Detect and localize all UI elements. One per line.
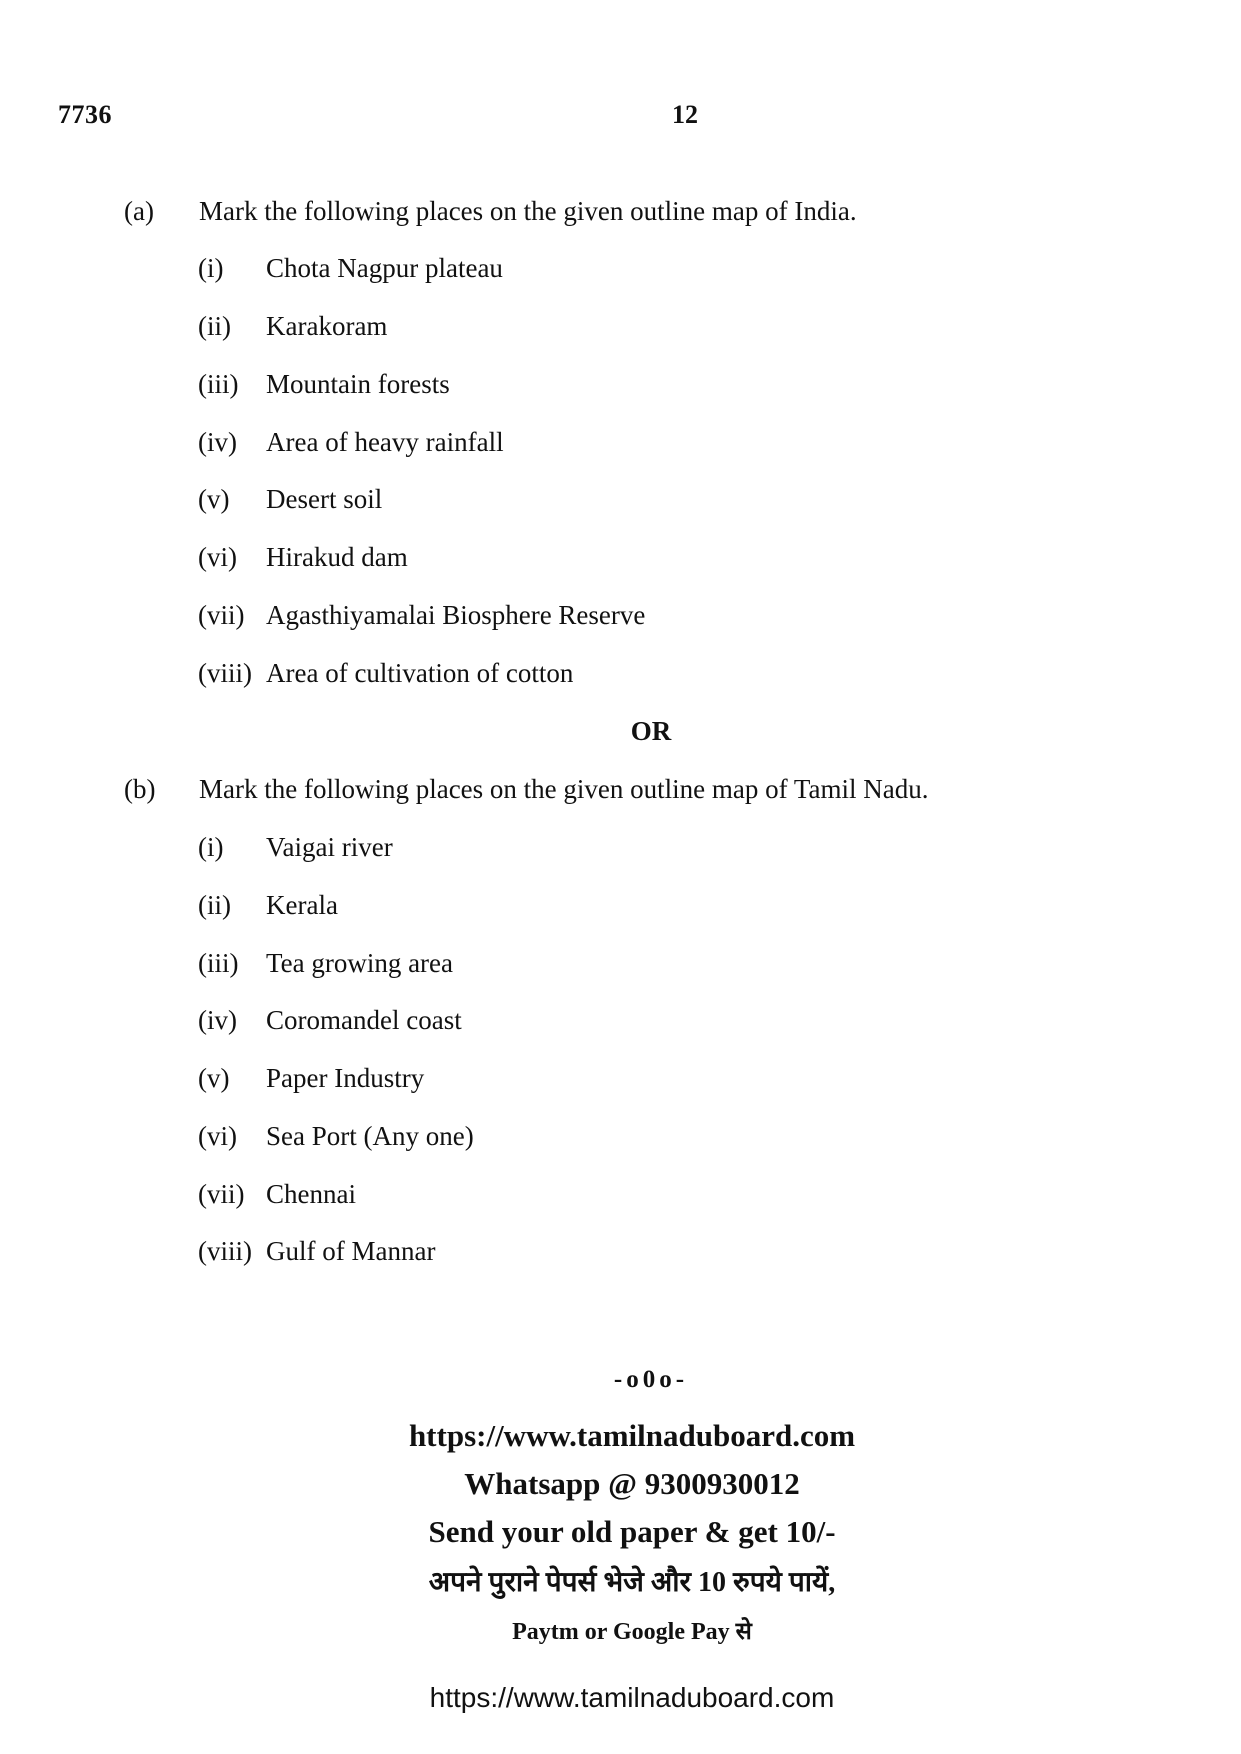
footer-url[interactable]: https://www.tamilnaduboard.com	[429, 1682, 835, 1713]
question-b-label: (b)	[124, 774, 156, 804]
promo-offer: Send your old paper & get 10/-	[428, 1514, 836, 1549]
item-number: (vii)	[198, 600, 245, 630]
item-number: (v)	[198, 1063, 230, 1093]
end-of-paper-mark: -o0o-	[613, 1366, 689, 1393]
question-b-text: Mark the following places on the given outline map of Tamil Nadu.	[199, 774, 929, 804]
list-item	[0, 600, 1241, 636]
promo-hindi-offer: अपने पुराने पेपर्स भेजे और 10 रुपये पायें,	[428, 1567, 836, 1598]
item-number: (v)	[198, 484, 230, 514]
item-text: Area of cultivation of cotton	[266, 658, 574, 688]
item-number: (iv)	[198, 1005, 237, 1035]
list-item	[0, 427, 1241, 463]
item-number: (vi)	[198, 1121, 237, 1151]
item-text: Desert soil	[266, 484, 383, 514]
item-text: Paper Industry	[266, 1063, 425, 1093]
item-number: (iii)	[198, 948, 239, 978]
list-item	[0, 1179, 1241, 1215]
item-text: Karakoram	[266, 311, 388, 341]
list-item	[0, 542, 1241, 578]
item-text: Gulf of Mannar	[266, 1236, 436, 1266]
list-item	[0, 369, 1241, 405]
list-item	[0, 1121, 1241, 1157]
item-text: Mountain forests	[266, 369, 450, 399]
item-number: (ii)	[198, 311, 231, 341]
list-item	[0, 948, 1241, 984]
list-item	[0, 658, 1241, 694]
list-item	[0, 311, 1241, 347]
question-a-label: (a)	[124, 196, 154, 226]
list-item	[0, 253, 1241, 289]
item-text: Hirakud dam	[266, 542, 408, 572]
list-item	[0, 484, 1241, 520]
item-text: Tea growing area	[266, 948, 454, 978]
list-item	[0, 1063, 1241, 1099]
item-text: Kerala	[266, 890, 338, 920]
item-number: (i)	[198, 253, 224, 283]
page-number: 12	[672, 100, 698, 129]
item-text: Chota Nagpur plateau	[266, 253, 503, 283]
item-number: (vii)	[198, 1179, 245, 1209]
or-divider: OR	[630, 716, 672, 746]
list-item	[0, 1236, 1241, 1272]
question-a-text: Mark the following places on the given outline map of India.	[199, 196, 857, 226]
list-item	[0, 832, 1241, 868]
item-text: Coromandel coast	[266, 1005, 462, 1035]
list-item	[0, 1005, 1241, 1041]
item-number: (viii)	[198, 1236, 252, 1266]
item-text: Area of heavy rainfall	[266, 427, 504, 457]
list-item	[0, 890, 1241, 926]
promo-url[interactable]: https://www.tamilnaduboard.com	[408, 1418, 856, 1453]
item-text: Agasthiyamalai Biosphere Reserve	[266, 600, 646, 630]
promo-payment: Paytm or Google Pay से	[512, 1619, 752, 1645]
item-number: (vi)	[198, 542, 237, 572]
item-number: (viii)	[198, 658, 252, 688]
item-number: (iv)	[198, 427, 237, 457]
item-text: Vaigai river	[266, 832, 393, 862]
promo-whatsapp: Whatsapp @ 9300930012	[464, 1466, 800, 1501]
paper-code: 7736	[58, 100, 112, 129]
item-number: (i)	[198, 832, 224, 862]
item-number: (iii)	[198, 369, 239, 399]
item-text: Sea Port (Any one)	[266, 1121, 474, 1151]
item-number: (ii)	[198, 890, 231, 920]
item-text: Chennai	[266, 1179, 356, 1209]
